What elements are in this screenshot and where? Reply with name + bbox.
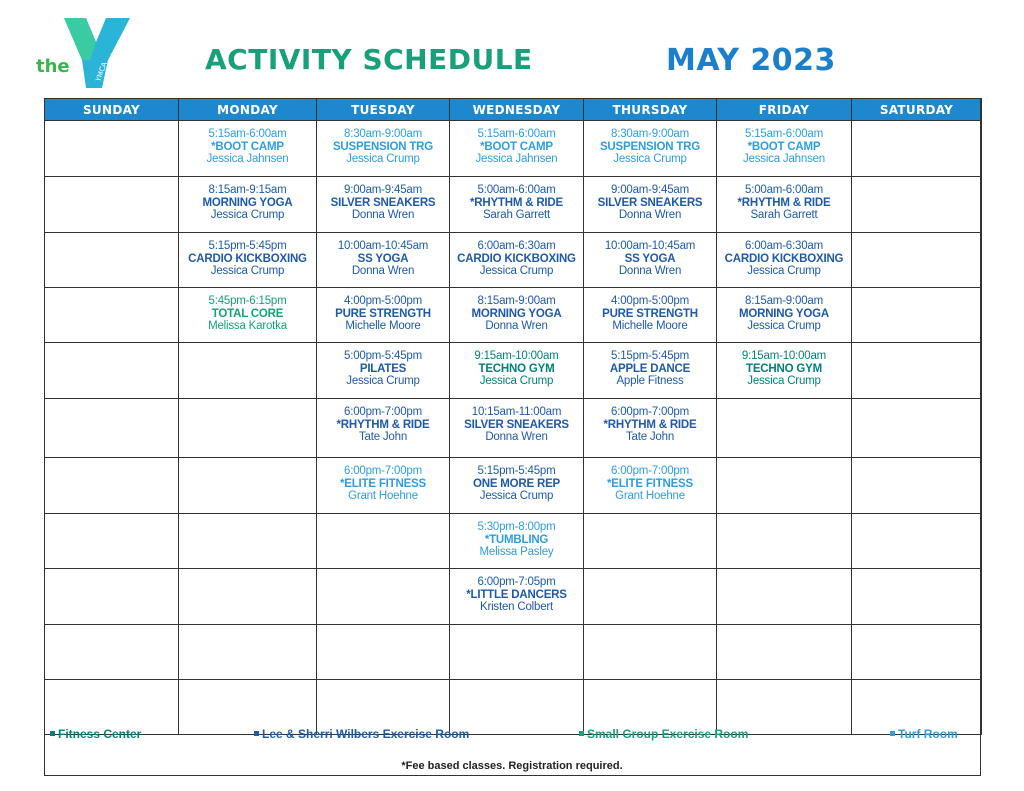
class-name: SS YOGA <box>357 252 409 265</box>
class-name: *TUMBLING <box>484 533 549 546</box>
class-time: 8:30am-9:00am <box>344 128 422 140</box>
page-title: ACTIVITY SCHEDULE <box>205 43 533 76</box>
class-name: CARDIO KICKBOXING <box>188 252 307 265</box>
class-instructor: Donna Wren <box>351 209 415 221</box>
class-time: 5:15am-6:00am <box>745 128 823 140</box>
class-name: CARDIO KICKBOXING <box>457 252 576 265</box>
class-instructor: Jessica Crump <box>479 265 554 277</box>
class-time: 5:15am-6:00am <box>208 128 287 140</box>
class-name: ONE MORE REP <box>472 477 561 490</box>
class-time: 9:15am-10:00am <box>741 350 827 362</box>
class-time: 5:00am-6:00am <box>477 184 556 196</box>
class-instructor: Sarah Garrett <box>482 209 551 221</box>
class-time: 5:15pm-5:45pm <box>208 240 287 252</box>
fee-note: *Fee based classes. Registration required. <box>401 760 623 772</box>
class-instructor: Jessica Crump <box>346 153 420 165</box>
class-instructor: Apple Fitness <box>616 375 684 387</box>
class-instructor: Jessica Jahnsen <box>742 153 826 165</box>
legend-label: Lee & Sherri Wilbers Exercise Room <box>262 727 470 741</box>
class-instructor: Grant Hoehne <box>615 490 685 502</box>
class-name: SILVER SNEAKERS <box>330 196 436 209</box>
class-instructor: Jessica Jahnsen <box>206 153 289 165</box>
class-instructor: Melissa Karotka <box>208 320 287 332</box>
day-header-tuesday: TUESDAY <box>317 99 450 121</box>
logo-text: the <box>36 56 70 77</box>
class-name: MORNING YOGA <box>471 307 562 320</box>
class-instructor: Jessica Crump <box>479 375 554 387</box>
class-time: 6:00pm-7:00pm <box>611 465 689 477</box>
class-time: 9:00am-9:45am <box>344 184 422 196</box>
class-time: 6:00pm-7:00pm <box>344 406 422 418</box>
class-time: 6:00am-6:30am <box>477 240 556 252</box>
class-instructor: Tate John <box>358 431 408 443</box>
class-time: 6:00pm-7:05pm <box>477 576 556 588</box>
class-time: 5:30pm-8:00pm <box>477 521 556 533</box>
class-name: MORNING YOGA <box>738 307 830 320</box>
class-time: 5:00pm-5:45pm <box>344 350 422 362</box>
class-name: APPLE DANCE <box>609 362 691 375</box>
class-time: 4:00pm-5:00pm <box>611 295 689 307</box>
class-instructor: Grant Hoehne <box>348 490 418 502</box>
day-header-thursday: THURSDAY <box>584 99 717 121</box>
ymca-y-icon <box>36 16 146 88</box>
day-header-wednesday: WEDNESDAY <box>450 99 584 121</box>
schedule-month: MAY 2023 <box>666 43 836 78</box>
class-time: 6:00am-6:30am <box>745 240 823 252</box>
legend-label: Small Group Exercise Room <box>587 727 749 741</box>
class-instructor: Jessica Jahnsen <box>475 153 558 165</box>
legend-label: Turf Room <box>898 727 958 741</box>
schedule-frame <box>44 98 981 776</box>
class-time: 5:15am-6:00am <box>477 128 556 140</box>
class-time: 10:00am-10:45am <box>604 240 696 252</box>
class-instructor: Jessica Crump <box>479 490 554 502</box>
class-instructor: Jessica Crump <box>747 375 821 387</box>
class-name: MORNING YOGA <box>202 196 293 209</box>
class-time: 8:15am-9:15am <box>208 184 287 196</box>
class-instructor: Donna Wren <box>485 320 548 332</box>
class-instructor: Donna Wren <box>618 209 682 221</box>
class-name: SILVER SNEAKERS <box>597 196 703 209</box>
class-instructor: Melissa Pasley <box>479 546 554 558</box>
class-name: TOTAL CORE <box>211 307 284 320</box>
class-name: SS YOGA <box>624 252 676 265</box>
class-name: *LITTLE DANCERS <box>466 588 567 601</box>
class-instructor: Michelle Moore <box>612 320 688 332</box>
class-time: 5:00am-6:00am <box>745 184 823 196</box>
class-name: CARDIO KICKBOXING <box>724 252 844 265</box>
svg-text:YMCA: YMCA <box>94 61 109 83</box>
class-instructor: Jessica Crump <box>210 209 285 221</box>
class-time: 9:00am-9:45am <box>611 184 689 196</box>
class-time: 5:15pm-5:45pm <box>611 350 689 362</box>
day-header-sunday: SUNDAY <box>45 99 179 121</box>
class-instructor: Jessica Crump <box>747 320 821 332</box>
class-time: 8:15am-9:00am <box>477 295 556 307</box>
class-time: 9:15am-10:00am <box>474 350 559 362</box>
class-name: TECHNO GYM <box>478 362 555 375</box>
class-instructor: Jessica Crump <box>346 375 420 387</box>
class-name: PILATES <box>359 362 407 375</box>
class-instructor: Kristen Colbert <box>479 601 554 613</box>
class-time: 6:00pm-7:00pm <box>611 406 689 418</box>
class-instructor: Tate John <box>625 431 675 443</box>
class-time: 8:15am-9:00am <box>745 295 823 307</box>
class-name: *ELITE FITNESS <box>339 477 427 490</box>
day-header-monday: MONDAY <box>179 99 317 121</box>
class-instructor: Donna Wren <box>618 265 682 277</box>
class-instructor: Donna Wren <box>485 431 548 443</box>
class-name: *ELITE FITNESS <box>606 477 694 490</box>
class-name: *RHYTHM & RIDE <box>603 418 697 431</box>
ymca-logo <box>36 16 146 88</box>
class-instructor: Sarah Garrett <box>750 209 818 221</box>
class-name: *RHYTHM & RIDE <box>336 418 430 431</box>
class-name: TECHNO GYM <box>746 362 822 375</box>
class-time: 6:00pm-7:00pm <box>344 465 422 477</box>
legend-label: Fitness Center <box>58 727 142 741</box>
class-name: *RHYTHM & RIDE <box>469 196 564 209</box>
class-name: PURE STRENGTH <box>335 307 431 320</box>
class-instructor: Jessica Crump <box>210 265 285 277</box>
class-name: *BOOT CAMP <box>211 140 284 153</box>
class-name: *BOOT CAMP <box>480 140 553 153</box>
class-instructor: Jessica Crump <box>613 153 687 165</box>
class-name: SUSPENSION TRG <box>332 140 434 153</box>
class-time: 5:45pm-6:15pm <box>208 295 287 307</box>
class-time: 10:15am-11:00am <box>471 406 562 418</box>
class-time: 8:30am-9:00am <box>611 128 689 140</box>
day-header-friday: FRIDAY <box>717 99 852 121</box>
class-name: SILVER SNEAKERS <box>464 418 569 431</box>
class-instructor: Donna Wren <box>351 265 415 277</box>
day-header-saturday: SATURDAY <box>852 99 982 121</box>
class-name: *RHYTHM & RIDE <box>737 196 831 209</box>
class-name: *BOOT CAMP <box>747 140 821 153</box>
class-name: PURE STRENGTH <box>602 307 698 320</box>
class-time: 5:15pm-5:45pm <box>477 465 556 477</box>
class-instructor: Jessica Crump <box>747 265 821 277</box>
class-time: 4:00pm-5:00pm <box>344 295 422 307</box>
class-name: SUSPENSION TRG <box>599 140 701 153</box>
class-instructor: Michelle Moore <box>345 320 421 332</box>
class-time: 10:00am-10:45am <box>337 240 429 252</box>
